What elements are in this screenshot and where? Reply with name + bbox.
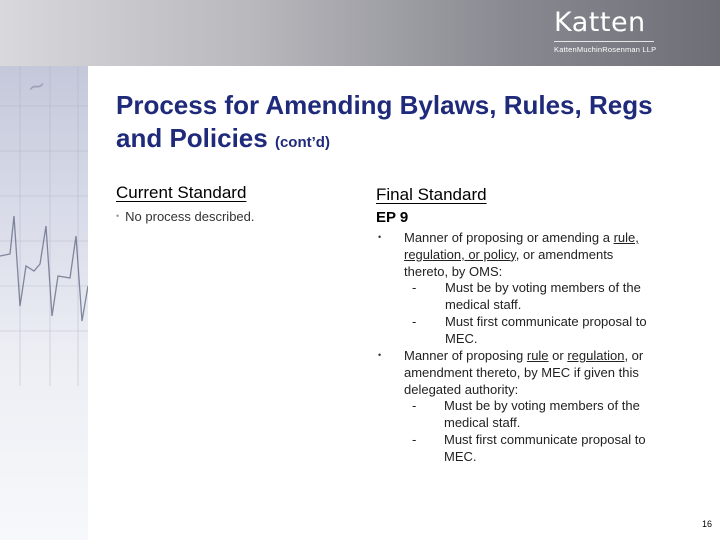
dash-icon: - — [412, 280, 417, 295]
logo-subline: KattenMuchinRosenman LLP — [554, 45, 657, 54]
decorative-sidebar — [0, 66, 88, 540]
current-standard-text: No process described. — [125, 209, 255, 224]
current-standard-heading: Current Standard — [116, 183, 247, 202]
bullet-icon: • — [378, 350, 382, 360]
title-main: Process for Amending Bylaws, Rules, Regs and Policies — [116, 90, 653, 153]
section-label: EP 9 — [376, 209, 409, 226]
dash-icon: - — [412, 432, 417, 447]
final-bullet-1-sub-1: Must be by voting members of the medical staff. — [445, 280, 641, 312]
slide-title — [116, 89, 696, 159]
final-bullet-2-sub-2: Must first communicate proposal to MEC. — [444, 432, 646, 464]
final-bullet-1: Manner of proposing or amending a rule, regulation, or policy, or amendments thereto, by OMS: — [404, 230, 639, 279]
bullet-icon: • — [378, 232, 382, 242]
ekg-grid-decoration — [0, 66, 88, 540]
final-bullet-2: Manner of proposing rule or regulation, or amendment thereto, by MEC if given this delegated authority: — [404, 348, 644, 397]
logo-divider — [554, 41, 654, 42]
header-bar — [0, 0, 720, 66]
current-standard-bullet — [116, 209, 255, 224]
final-bullet-2-sub-1: Must be by voting members of the medical staff. — [444, 398, 640, 430]
final-standard-heading: Final Standard — [376, 185, 487, 204]
katten-logo — [554, 8, 694, 54]
bullet-icon: • — [116, 211, 120, 221]
final-bullet-1-sub-2: Must first communicate proposal to MEC. — [445, 314, 647, 346]
title-suffix: (cont’d) — [274, 134, 330, 151]
svg-text:~: ~ — [24, 72, 50, 102]
dash-icon: - — [412, 398, 417, 413]
dash-icon: - — [412, 314, 417, 329]
page-number: 16 — [702, 519, 713, 529]
logo-wordmark: Katten — [554, 7, 646, 38]
